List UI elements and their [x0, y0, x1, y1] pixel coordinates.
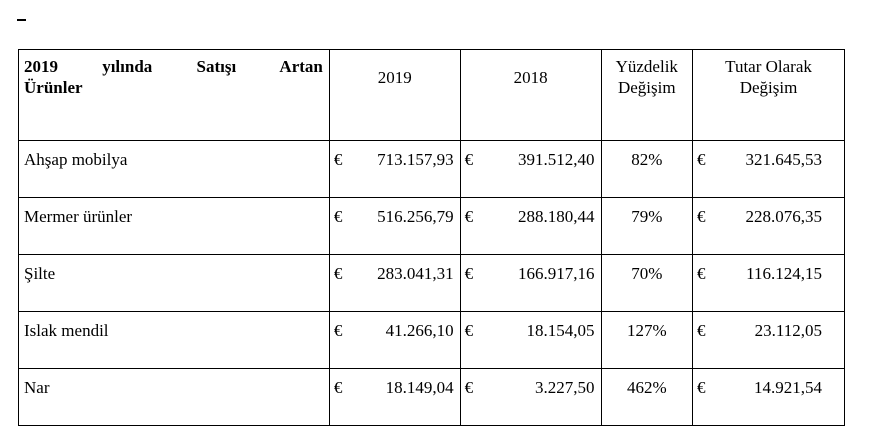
- header-amount-change: [693, 50, 845, 141]
- currency-symbol: €: [697, 264, 706, 283]
- cell-v2019: [329, 255, 460, 312]
- cell-product: Mermer ürünler: [19, 198, 330, 255]
- cell-v2019: [329, 198, 460, 255]
- currency-symbol: €: [333, 207, 343, 226]
- table-row: [19, 369, 845, 426]
- money-value: 23.112,05: [754, 321, 822, 340]
- currency-symbol: €: [333, 264, 343, 283]
- table-row: [19, 255, 845, 312]
- header-product-line2: Ürünler: [24, 78, 83, 97]
- header-pct-change: [601, 50, 693, 141]
- cell-pct-change: 82%: [601, 141, 693, 198]
- cell-pct-change: 70%: [601, 255, 693, 312]
- cell-product: Islak mendil: [19, 312, 330, 369]
- header-amount-line1: Tutar Olarak: [725, 57, 812, 76]
- currency-symbol: €: [464, 264, 474, 283]
- cell-v2019: [329, 312, 460, 369]
- cell-v2018: [460, 312, 601, 369]
- money-value: 116.124,15: [746, 264, 822, 283]
- currency-symbol: €: [464, 207, 474, 226]
- cell-v2018: [460, 198, 601, 255]
- money-value: 713.157,93: [377, 150, 454, 169]
- table-row: [19, 312, 845, 369]
- cell-v2018: [460, 255, 601, 312]
- currency-symbol: €: [333, 150, 343, 169]
- currency-symbol: €: [464, 150, 474, 169]
- money-value: 14.921,54: [754, 378, 822, 397]
- money-value: 18.149,04: [385, 378, 454, 397]
- currency-symbol: €: [464, 378, 474, 397]
- cell-pct-change: 79%: [601, 198, 693, 255]
- money-value: 516.256,79: [377, 207, 454, 226]
- cell-v2018: [460, 141, 601, 198]
- header-amount-line2: Değişim: [739, 78, 798, 97]
- cell-product: Nar: [19, 369, 330, 426]
- currency-symbol: €: [464, 321, 474, 340]
- cell-pct-change: 462%: [601, 369, 693, 426]
- currency-symbol: €: [333, 321, 343, 340]
- cell-pct-change: 127%: [601, 312, 693, 369]
- header-product-line1: 2019 yılında Satışı Artan: [24, 57, 323, 76]
- cell-v2019: [329, 141, 460, 198]
- money-value: 3.227,50: [535, 378, 595, 397]
- header-product: [19, 50, 330, 141]
- cell-amount-change: [693, 312, 845, 369]
- cell-amount-change: [693, 369, 845, 426]
- currency-symbol: €: [697, 321, 706, 340]
- money-value: 288.180,44: [518, 207, 595, 226]
- cell-v2019: [329, 369, 460, 426]
- table-row: [19, 198, 845, 255]
- dash-mark: [17, 19, 26, 21]
- currency-symbol: €: [697, 150, 706, 169]
- money-value: 228.076,35: [745, 207, 822, 226]
- money-value: 391.512,40: [518, 150, 595, 169]
- table-row: [19, 141, 845, 198]
- header-pct-line1: Yüzdelik: [615, 57, 678, 76]
- cell-amount-change: [693, 141, 845, 198]
- money-value: 166.917,16: [518, 264, 595, 283]
- money-value: 321.645,53: [745, 150, 822, 169]
- money-value: 18.154,05: [526, 321, 595, 340]
- cell-amount-change: [693, 255, 845, 312]
- header-2018: 2018: [460, 50, 601, 141]
- money-value: 41.266,10: [385, 321, 454, 340]
- sales-increase-table: [18, 49, 845, 426]
- currency-symbol: €: [697, 207, 706, 226]
- currency-symbol: €: [333, 378, 343, 397]
- cell-product: Ahşap mobilya: [19, 141, 330, 198]
- header-pct-line2: Değişim: [617, 78, 676, 97]
- table-body: [19, 141, 845, 426]
- cell-amount-change: [693, 198, 845, 255]
- cell-product: Şilte: [19, 255, 330, 312]
- table-header-row: [19, 50, 845, 141]
- money-value: 283.041,31: [377, 264, 454, 283]
- header-2019: 2019: [329, 50, 460, 141]
- cell-v2018: [460, 369, 601, 426]
- currency-symbol: €: [697, 378, 706, 397]
